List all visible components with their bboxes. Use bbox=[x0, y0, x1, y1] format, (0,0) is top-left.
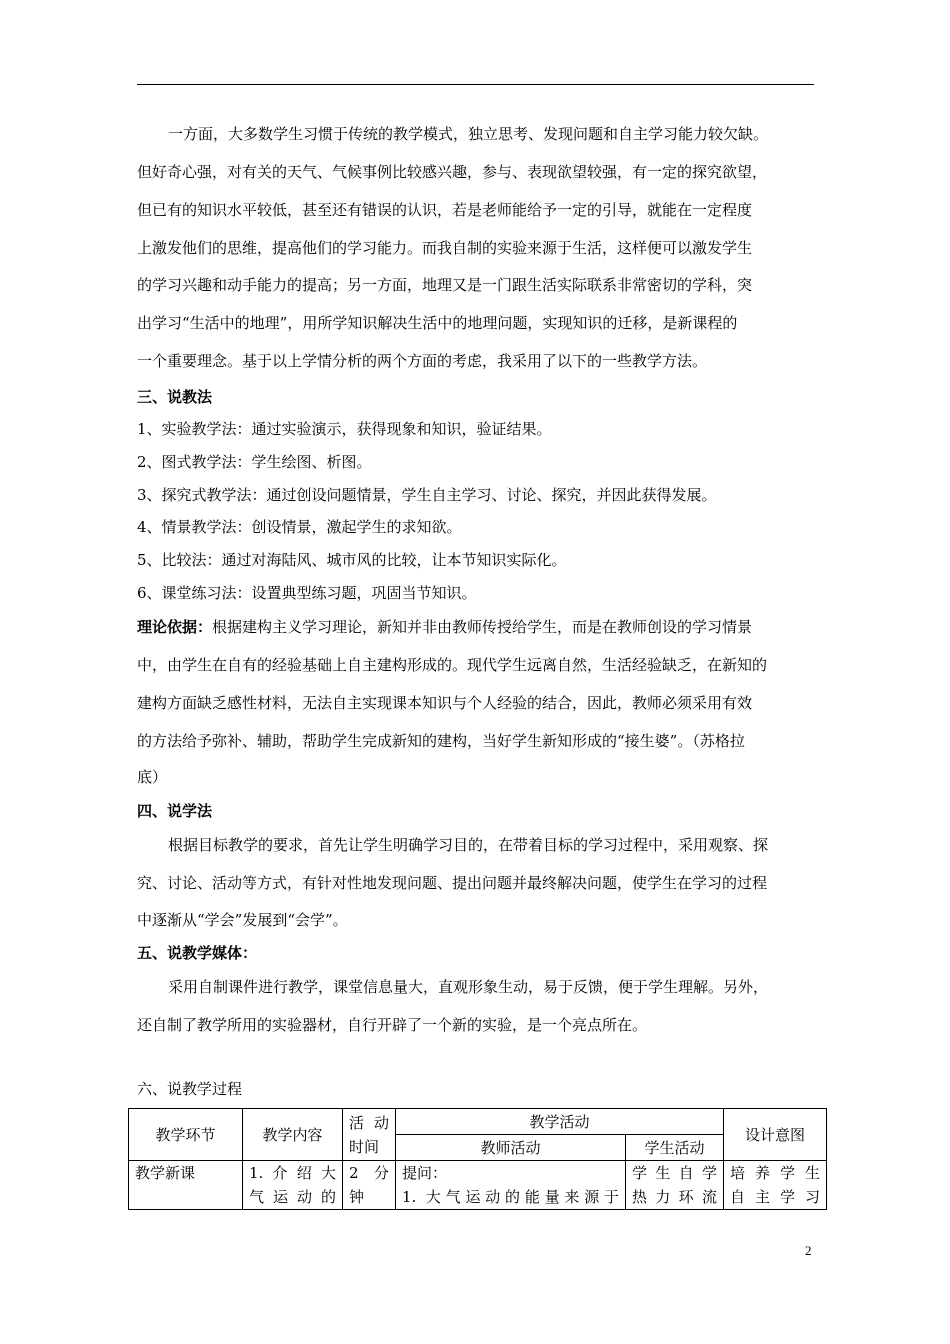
paragraph-line: 出学习“生活中的地理”，用所学知识解决生活中的地理问题，实现知识的迁移，是新课程的 bbox=[137, 314, 738, 332]
paragraph-line: 根据目标教学的要求，首先让学生明确学习目的，在带着目标的学习过程中，采用观察、探 bbox=[168, 836, 769, 854]
cell-line: 钟 bbox=[349, 1188, 365, 1206]
paragraph-line: 中逐渐从“学会”发展到“会学”。 bbox=[137, 911, 348, 929]
cell-time bbox=[343, 1161, 396, 1210]
paragraph-line: 但好奇心强，对有关的天气、气候事例比较感兴趣，参与、表现欲望较强，有一定的探究欲望， bbox=[137, 163, 768, 181]
paragraph-line bbox=[137, 616, 817, 638]
paragraph-line: 采用自制课件进行教学，课堂信息量大，直观形象生动，易于反馈，便于学生理解。另外， bbox=[168, 978, 769, 996]
paragraph-line: 还自制了教学所用的实验器材，自行开辟了一个新的实验，是一个亮点所在。 bbox=[137, 1016, 648, 1034]
teaching-process-table bbox=[128, 1108, 827, 1210]
paragraph-line: 究、讨论、活动等方式，有针对性地发现问题、提出问题并最终解决问题，使学生在学习的过程 bbox=[137, 874, 768, 892]
header-student: 学生活动 bbox=[626, 1135, 724, 1161]
paragraph-line: 但已有的知识水平较低，甚至还有错误的认识，若是老师能给予一定的引导，就能在一定程度 bbox=[137, 201, 753, 219]
cell-line: 气运动的 bbox=[249, 1188, 336, 1206]
header-time-line: 时间 bbox=[349, 1137, 380, 1156]
cell-line: 2 分 bbox=[349, 1164, 389, 1182]
list-item: 3、探究式教学法：通过创设问题情景，学生自主学习、讨论、探究，并因此获得发展。 bbox=[137, 486, 717, 504]
cell-stage: 教学新课 bbox=[129, 1161, 243, 1210]
paragraph-line: 一个重要理念。基于以上学情分析的两个方面的考虑，我采用了以下的一些教学方法。 bbox=[137, 352, 708, 370]
page-number: 2 bbox=[805, 1243, 812, 1258]
paragraph-line: 建构方面缺乏感性材料，无法自主实现课本知识与个人经验的结合，因此，教师必须采用有效 bbox=[137, 694, 753, 712]
theory-label: 理论依据： bbox=[137, 618, 213, 636]
header-stage: 教学环节 bbox=[129, 1109, 243, 1161]
paragraph-line: 上激发他们的思维，提高他们的学习能力。而我自制的实验来源于生活，这样便可以激发学生 bbox=[137, 239, 753, 257]
paragraph-line: 一方面，大多数学生习惯于传统的教学模式，独立思考、发现问题和自主学习能力较欠缺。 bbox=[168, 125, 769, 143]
section-heading: 四、说学法 bbox=[137, 802, 213, 820]
cell-line: 1.介绍大 bbox=[249, 1164, 336, 1182]
list-item: 1、实验教学法：通过实验演示，获得现象和知识，验证结果。 bbox=[137, 420, 552, 438]
header-time bbox=[343, 1109, 396, 1161]
cell-line: 1. 大气运动的能量来源于 bbox=[402, 1188, 619, 1206]
header-teacher: 教师活动 bbox=[396, 1135, 626, 1161]
list-item: 4、情景教学法：创设情景，激起学生的求知欲。 bbox=[137, 518, 462, 536]
list-item: 2、图式教学法：学生绘图、析图。 bbox=[137, 453, 372, 471]
header-rule bbox=[137, 84, 814, 85]
paragraph-line: 的方法给予弥补、辅助，帮助学生完成新知的建构，当好学生新知形成的“接生婆”。（苏格拉 bbox=[137, 732, 745, 750]
header-activity: 教学活动 bbox=[396, 1109, 724, 1135]
paragraph-line: 底） bbox=[137, 768, 168, 786]
section-heading: 六、说教学过程 bbox=[137, 1080, 243, 1098]
cell-content bbox=[243, 1161, 343, 1210]
section-heading: 五、说教学媒体： bbox=[137, 944, 258, 962]
cell-teacher bbox=[396, 1161, 626, 1210]
cell-line: 热力环流 bbox=[632, 1188, 718, 1206]
header-content: 教学内容 bbox=[243, 1109, 343, 1161]
cell-intent bbox=[724, 1161, 827, 1210]
cell-line: 学生自学 bbox=[632, 1164, 718, 1182]
table-row bbox=[129, 1161, 827, 1210]
header-time-line: 活 动 bbox=[349, 1113, 389, 1132]
paragraph-line: 的学习兴趣和动手能力的提高；另一方面，地理又是一门跟生活实际联系非常密切的学科，突 bbox=[137, 276, 753, 294]
list-item: 6、课堂练习法：设置典型练习题，巩固当节知识。 bbox=[137, 584, 477, 602]
header-intent: 设计意图 bbox=[724, 1109, 827, 1161]
cell-line: 自主学习 bbox=[730, 1188, 821, 1206]
list-item: 5、比较法：通过对海陆风、城市风的比较，让本节知识实际化。 bbox=[137, 551, 567, 569]
theory-text: 根据建构主义学习理论，新知并非由教师传授给学生，而是在教师创设的学习情景 bbox=[212, 618, 753, 636]
section-heading: 三、说教法 bbox=[137, 388, 213, 406]
cell-line: 培养学生 bbox=[730, 1164, 821, 1182]
cell-student bbox=[626, 1161, 724, 1210]
paragraph-line: 中，由学生在自有的经验基础上自主建构形成的。现代学生远离自然，生活经验缺乏，在新知的 bbox=[137, 656, 768, 674]
cell-line: 提问： bbox=[402, 1164, 448, 1182]
